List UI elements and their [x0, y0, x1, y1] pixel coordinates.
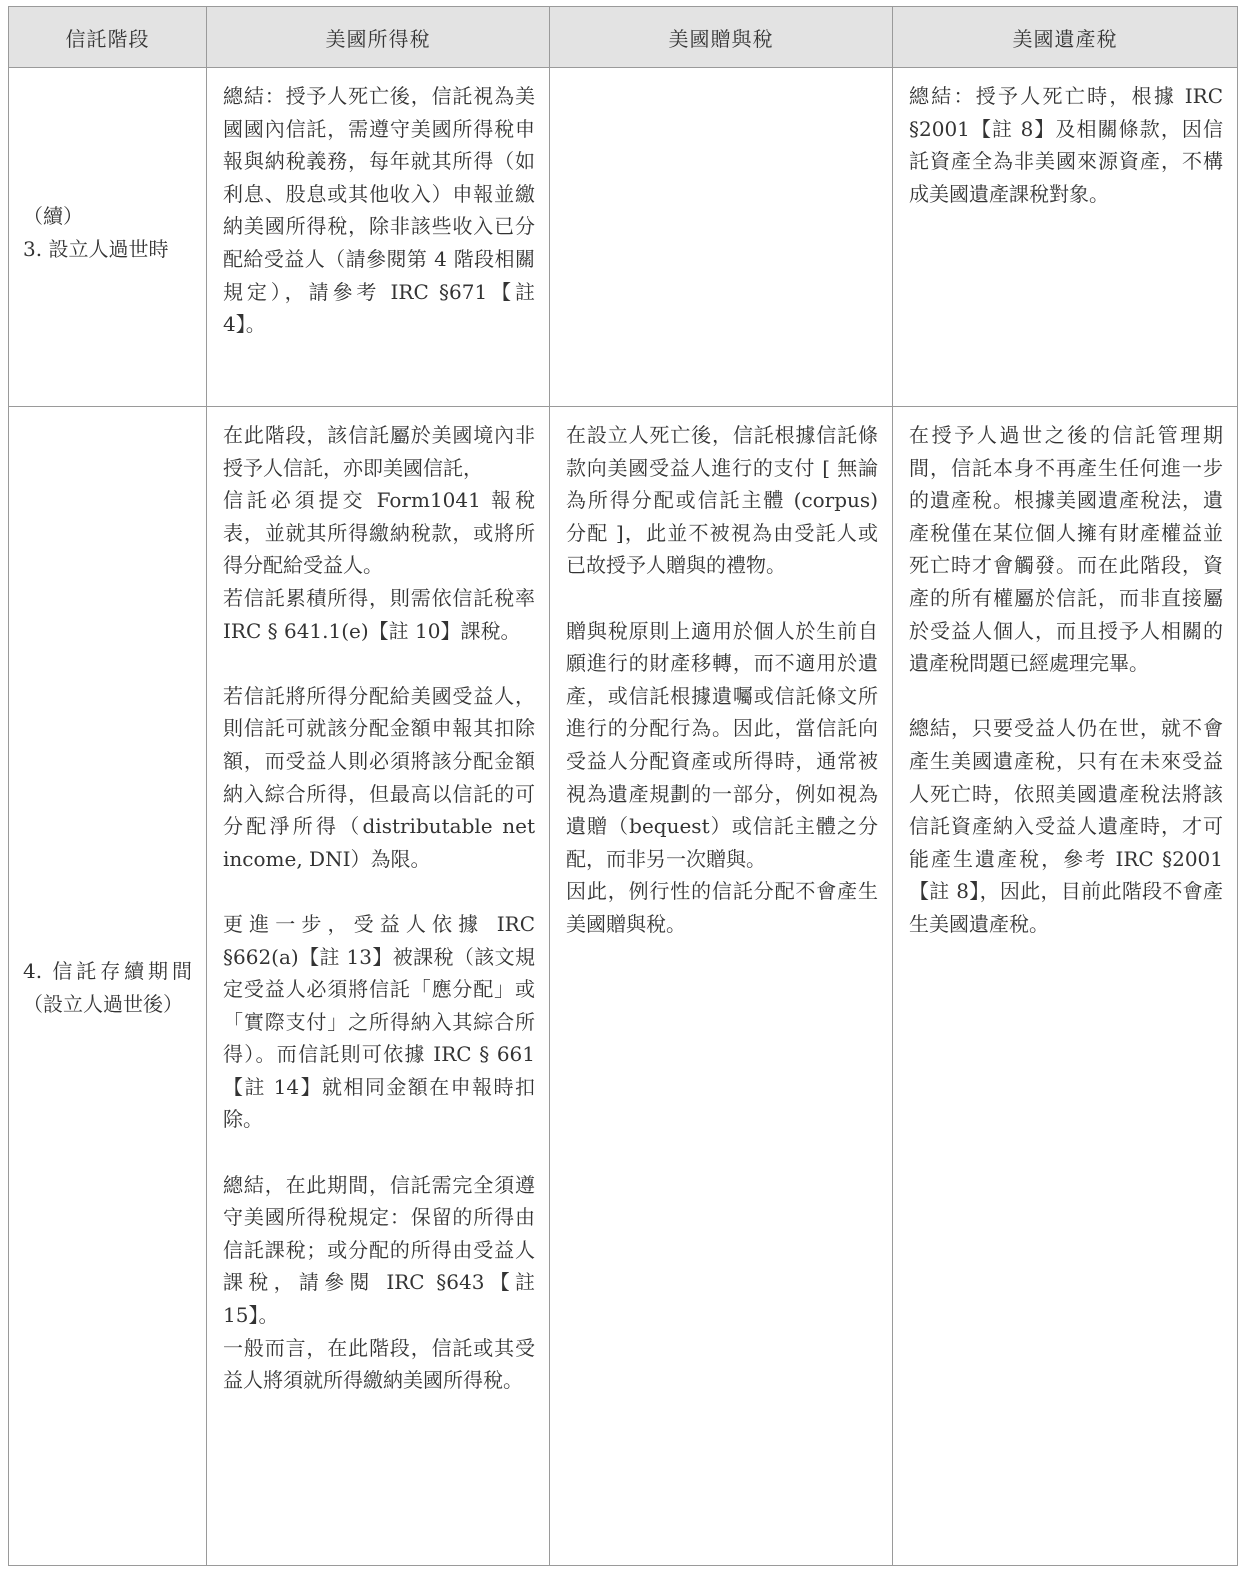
estate-tax-cell [893, 407, 1238, 1566]
income-tax-paragraph: 總結，在此期間，信託需完全須遵守美國所得稅規定：保留的所得由信託課稅；或分配的所得由受益人課稅，請參閱 IRC §643【註 15】。 一般而言，在此階段，信託或其受益人將須就所得繳納美國所得稅。 [223, 1172, 535, 1393]
estate-tax-paragraph: 總結，只要受益人仍在世，就不會產生美國遺產稅，只有在未來受益人死亡時，依照美國遺產稅法將該信託資產納入受益人遺產時，才可能產生遺產稅，參考 IRC §2001【註 8】，因此，目前此階段不會產生美國遺產稅。 [909, 716, 1223, 936]
header-trust-stage: 信託階段 [9, 7, 207, 68]
stage-cell [9, 68, 207, 407]
gift-tax-paragraph: 因此，例行性的信託分配不會產生美國贈與稅。 [566, 879, 878, 936]
stage-label: （續） 3. 設立人過世時 [23, 204, 169, 261]
estate-tax-paragraph: 在授予人過世之後的信託管理期間，信託本身不再產生任何進一步的遺產稅。根據美國遺產稅法，遺產稅僅在某位個人擁有財產權益並死亡時才會觸發。而在此階段，資產的所有權屬於信託，而非直接屬於受益人個人，而且授予人相關的遺產稅問題已經處理完畢。 [909, 423, 1223, 676]
table-header-row [9, 7, 1238, 68]
gift-tax-cell [550, 68, 893, 407]
header-us-estate-tax: 美國遺產稅 [893, 7, 1238, 68]
trust-tax-table [8, 6, 1238, 1566]
estate-tax-paragraph: 總結：授予人死亡時，根據 IRC §2001【註 8】及相關條款，因信託資產全為非美國來源資產，不構成美國遺產課稅對象。 [909, 84, 1223, 206]
header-us-gift-tax: 美國贈與稅 [550, 7, 893, 68]
stage-label: 4. 信託存續期間（設立人過世後） [23, 959, 192, 1016]
header-us-income-tax: 美國所得稅 [207, 7, 550, 68]
gift-tax-paragraph: 在設立人死亡後，信託根據信託條款向美國受益人進行的支付 [ 無論為所得分配或信託主體 (corpus) 分配 ]，此並不被視為由受託人或已故授予人贈與的禮物。 [566, 423, 878, 578]
income-tax-cell [207, 407, 550, 1566]
income-tax-paragraph: 總結：授予人死亡後，信託視為美國國內信託，需遵守美國所得稅申報與納稅義務，每年就其所得（如利息、股息或其他收入）申報並繳納美國所得稅，除非該些收入已分配給受益人（請參閱第 4 階段相關規定），請參考 IRC §671【註 4】。 [223, 84, 535, 337]
income-tax-paragraph: 更進一步，受益人依據 IRC §662(a)【註 13】被課稅（該文規定受益人必須將信託「應分配」或「實際支付」之所得納入其綜合所得）。而信託則可依據 IRC § 661【註 14】就相同金額在申報時扣除。 [223, 911, 535, 1132]
estate-tax-cell [893, 68, 1238, 407]
income-tax-paragraph: 若信託將所得分配給美國受益人，則信託可就該分配金額申報其扣除額，而受益人則必須將該分配金額納入綜合所得，但最高以信託的可分配淨所得（distributable net income, DNI）為限。 [223, 683, 535, 871]
table-row [9, 68, 1238, 407]
stage-cell [9, 407, 207, 1566]
gift-tax-cell [550, 407, 893, 1566]
gift-tax-paragraph: 贈與稅原則上適用於個人於生前自願進行的財產移轉，而不適用於遺產，或信託根據遺囑或信託條文所進行的分配行為。因此，當信託向受益人分配資產或所得時，通常被視為遺產規劃的一部分，例如視為遺贈（bequest）或信託主體之分配，而非另一次贈與。 [566, 618, 878, 871]
table-row [9, 407, 1238, 1566]
income-tax-cell [207, 68, 550, 407]
income-tax-paragraph: 在此階段，該信託屬於美國境內非授予人信託，亦即美國信託， 信託必須提交 Form1041 報稅表，並就其所得繳納稅款，或將所得分配給受益人。 若信託累積所得，則需依信託稅率 IRC § 641.1(e)【註 10】課稅。 [223, 423, 535, 643]
